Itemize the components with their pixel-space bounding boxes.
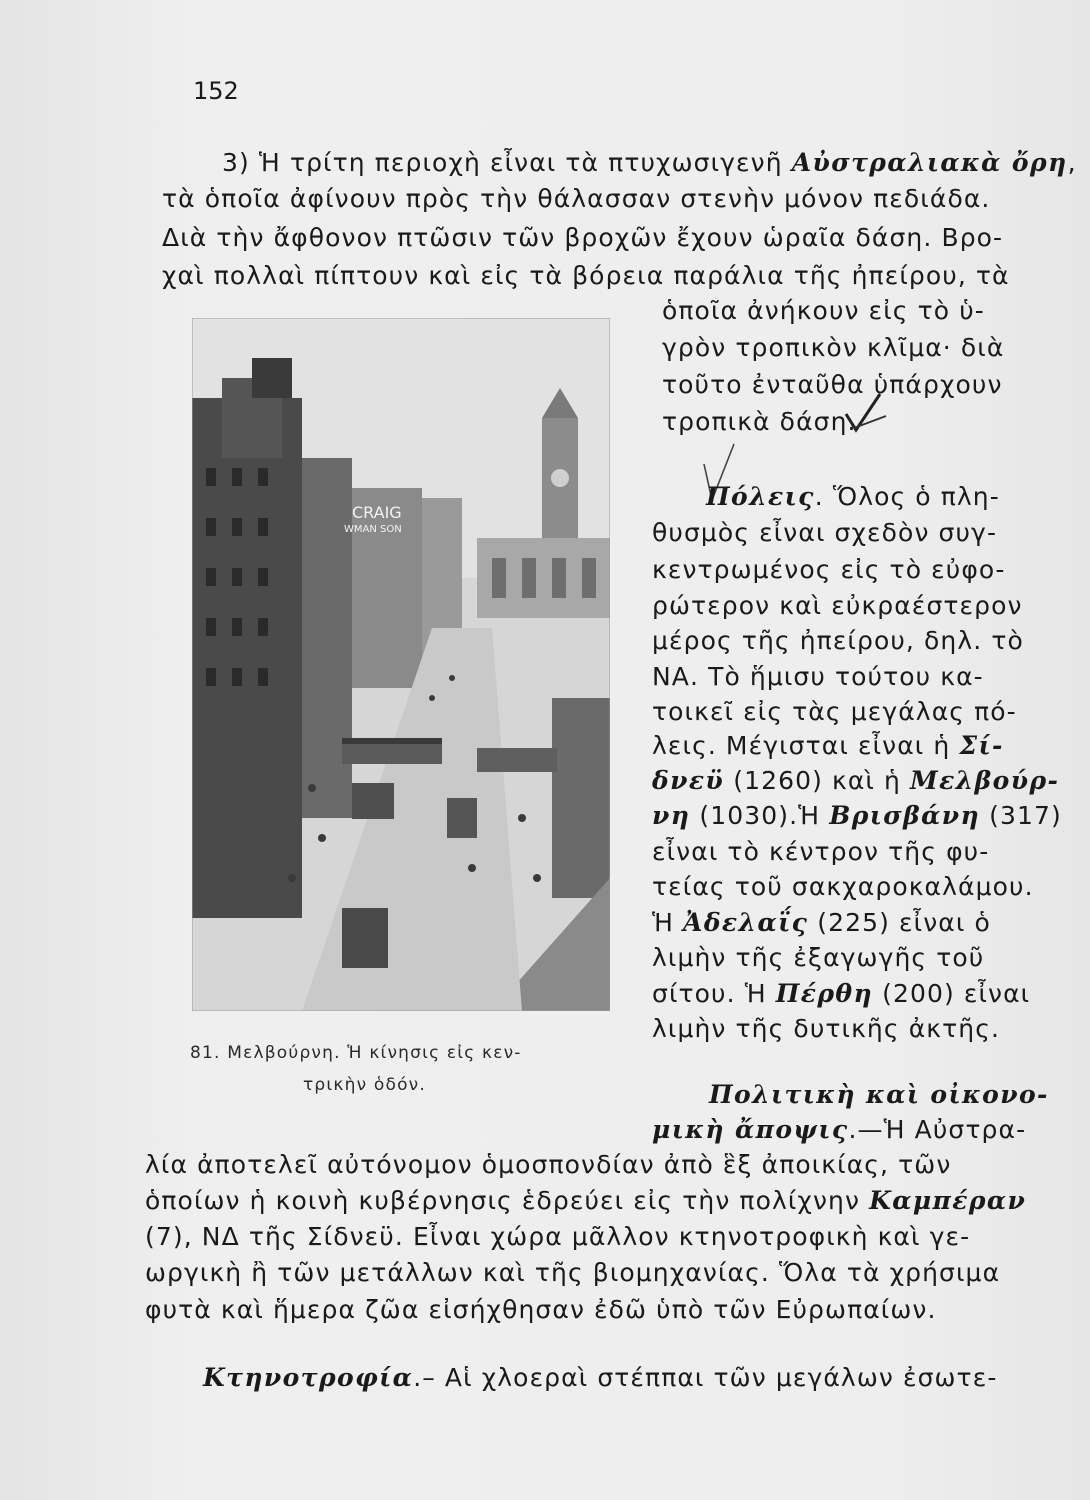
handwritten-checkmark-icon (840, 388, 900, 438)
text-line: τροπικὰ δάση. (662, 407, 857, 436)
text-line: γρὸν τροπικὸν κλῖμα· διὰ (662, 333, 1005, 362)
text-line: τείας τοῦ σακχαροκαλάμου. (652, 872, 1034, 901)
text-line: εἶναι τὸ κέντρον τῆς φυ- (652, 837, 990, 866)
text-line: ΝΑ. Τὸ ἥμισυ τούτου κα- (652, 662, 984, 691)
text-line: Ἡ Ἀδελαΐς (225) εἶναι ὁ (652, 908, 991, 937)
text-line: ὁποῖα ἀνήκουν εἰς τὸ ὑ- (662, 296, 985, 325)
text-line: λιμὴν τῆς δυτικῆς ἀκτῆς. (652, 1014, 1001, 1043)
text-line: λεις. Μέγισται εἶναι ἡ Σί- (652, 731, 1004, 760)
photo-sign-text: WMAN SON (344, 524, 402, 535)
text-line: χαὶ πολλαὶ πίπτουν καὶ εἰς τὰ βόρεια παράλια τῆς ἠπείρου, τὰ (162, 261, 1010, 290)
heading-political-economic: Πολιτικὴ καὶ οἰκονο- (709, 1080, 1049, 1109)
heading-livestock: Κτηνοτροφία (203, 1363, 414, 1392)
term-brisbane: Βρισβάνη (829, 801, 981, 830)
term-adelaide: Ἀδελαΐς (683, 908, 809, 937)
text-line: λία ἀποτελεῖ αὐτόνομον ὁμοσπονδίαν ἀπὸ ἓξ ἀποικίας, τῶν (145, 1150, 952, 1179)
figure-caption: τρικὴν ὁδόν. (303, 1075, 426, 1095)
text-line (709, 1082, 1049, 1107)
figure-caption: 81. Μελβούρνη. Ἡ κίνησις εἰς κεν- (190, 1043, 522, 1063)
text-line: νη (1030).Ἡ Βρισβάνη (317) (652, 801, 1062, 830)
text-line: ωργικὴ ἢ τῶν μετάλλων καὶ τῆς βιομηχανίας. Ὅλα τὰ χρήσιμα (145, 1258, 1001, 1287)
text-line: φυτὰ καὶ ἥμερα ζῶα εἰσήχθησαν ἐδῶ ὑπὸ τῶν Εὐρωπαίων. (145, 1295, 937, 1324)
text-line: Διὰ τὴν ἄφθονον πτῶσιν τῶν βροχῶν ἔχουν ὡραῖα δάση. Βρο- (162, 223, 1004, 252)
text-line: θυσμὸς εἶναι σχεδὸν συγ- (652, 518, 998, 547)
text-line: Κτηνοτροφία.– Αἱ χλοεραὶ στέππαι τῶν μεγάλων ἐσωτε- (203, 1363, 998, 1392)
text-line: μικὴ ἄποψις.—Ἡ Αὐστρα- (652, 1115, 1027, 1144)
text-line: σίτου. Ἡ Πέρθη (200) εἶναι (652, 979, 1031, 1008)
text-line: δνεϋ (1260) καὶ ἡ Μελβούρ- (652, 766, 1060, 795)
heading-poleis: Πόλεις (706, 482, 815, 511)
text-line: 3) Ἡ τρίτη περιοχὴ εἶναι τὰ πτυχωσιγενῆ Αὐστραλιακὰ ὄρη, (222, 148, 1077, 177)
text-line: ὁποίων ἡ κοινὴ κυβέρνησις ἑδρεύει εἰς τὴν πολίχνην Καμπέραν (145, 1186, 1027, 1215)
text-line: κεντρωμένος εἰς τὸ εὐφο- (652, 555, 1006, 584)
text-line: (7), ΝΔ τῆς Σίδνεϋ. Εἶναι χώρα μᾶλλον κτηνοτροφικὴ καὶ γε- (145, 1222, 971, 1251)
text-line: Πόλεις. Ὅλος ὁ πλη- (706, 482, 1000, 511)
text-line: λιμὴν τῆς ἐξαγωγῆς τοῦ (652, 943, 985, 972)
text-line: τοῦτο ἐνταῦθα ὑπάρχουν (662, 370, 1003, 399)
term-canberra: Καμπέραν (869, 1186, 1027, 1215)
text-line: τὰ ὁποῖα ἀφίνουν πρὸς τὴν θάλασσαν στενὴν μόνον πεδιάδα. (162, 184, 991, 213)
term-perth: Πέρθη (775, 979, 874, 1008)
term-sydney: Σί- (959, 731, 1004, 760)
photo-melbourne-street (192, 318, 610, 1011)
term-australian-mountains: Αὐστραλιακὰ ὄρη (791, 148, 1068, 177)
text-line: ρώτερον καὶ εὐκραέστερον (652, 591, 1023, 620)
page-number: 152 (193, 77, 239, 105)
text-line: τοικεῖ εἰς τὰς μεγάλας πό- (652, 697, 1017, 726)
term-melbourne: Μελβούρ- (910, 766, 1060, 795)
photo-sign-text: CRAIG (352, 503, 402, 522)
text-line: μέρος τῆς ἠπείρου, δηλ. τὸ (652, 626, 1024, 655)
